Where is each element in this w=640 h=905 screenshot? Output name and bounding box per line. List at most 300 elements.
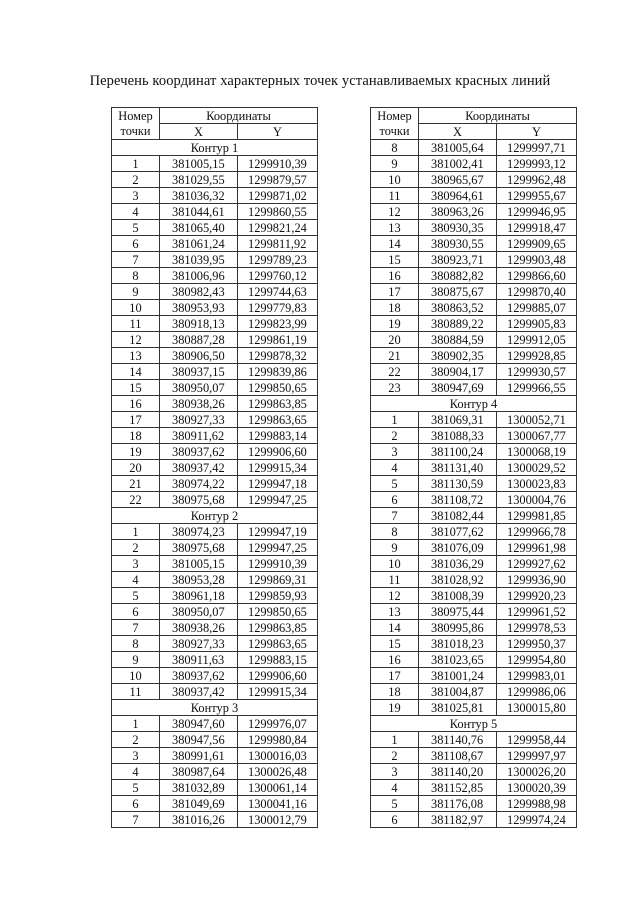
table-row [371, 572, 577, 588]
x-coordinate: 381130,59 [419, 476, 497, 492]
point-number: 7 [112, 252, 160, 268]
table-row [112, 684, 318, 700]
y-coordinate: 1300029,52 [497, 460, 577, 476]
point-number: 5 [112, 220, 160, 236]
x-coordinate: 381016,26 [160, 812, 238, 828]
x-coordinate: 381039,95 [160, 252, 238, 268]
point-number: 4 [112, 572, 160, 588]
y-coordinate: 1299974,24 [497, 812, 577, 828]
point-number: 1 [371, 732, 419, 748]
table-row [371, 620, 577, 636]
x-coordinate: 381049,69 [160, 796, 238, 812]
x-coordinate: 380963,26 [419, 204, 497, 220]
coordinates-table-left [111, 107, 318, 828]
x-coordinate: 380904,17 [419, 364, 497, 380]
point-number: 14 [371, 620, 419, 636]
x-coordinate: 381018,23 [419, 636, 497, 652]
point-number-header: Номер точки [112, 108, 160, 140]
y-coordinate: 1299981,85 [497, 508, 577, 524]
x-coordinate: 380902,35 [419, 348, 497, 364]
table-row [112, 188, 318, 204]
x-coordinate: 381182,97 [419, 812, 497, 828]
x-coordinate: 380911,62 [160, 428, 238, 444]
point-number: 1 [112, 156, 160, 172]
y-coordinate: 1299863,85 [238, 620, 318, 636]
x-coordinate: 380937,42 [160, 460, 238, 476]
x-coordinate: 380930,35 [419, 220, 497, 236]
x-coordinate: 380937,15 [160, 364, 238, 380]
table-row [371, 380, 577, 396]
point-number: 15 [371, 252, 419, 268]
point-number: 13 [371, 604, 419, 620]
point-number: 9 [371, 156, 419, 172]
point-number: 2 [371, 748, 419, 764]
coordinates-header: Координаты [419, 108, 577, 124]
point-number: 11 [371, 188, 419, 204]
table-row [371, 764, 577, 780]
table-row [371, 684, 577, 700]
y-coordinate: 1299860,55 [238, 204, 318, 220]
contour-label: Контур 1 [112, 140, 318, 156]
table-row [112, 172, 318, 188]
point-number: 6 [371, 812, 419, 828]
x-coordinate: 381100,24 [419, 444, 497, 460]
x-coordinate: 381061,24 [160, 236, 238, 252]
point-number: 10 [112, 300, 160, 316]
x-coordinate: 381140,76 [419, 732, 497, 748]
point-number: 3 [371, 444, 419, 460]
y-coordinate: 1300026,20 [497, 764, 577, 780]
point-number: 15 [112, 380, 160, 396]
y-coordinate: 1299966,78 [497, 524, 577, 540]
table-row [371, 540, 577, 556]
table-row [112, 364, 318, 380]
contour-label: Контур 5 [371, 716, 577, 732]
y-coordinate: 1299871,02 [238, 188, 318, 204]
x-coordinate: 380937,62 [160, 444, 238, 460]
table-row [112, 460, 318, 476]
table-row [371, 140, 577, 156]
point-number: 20 [371, 332, 419, 348]
x-coordinate: 380889,22 [419, 316, 497, 332]
point-number: 18 [371, 684, 419, 700]
point-number: 18 [112, 428, 160, 444]
y-coordinate: 1300023,83 [497, 476, 577, 492]
y-coordinate: 1299920,23 [497, 588, 577, 604]
table-row [112, 716, 318, 732]
y-header: Y [238, 124, 318, 140]
x-coordinate: 380923,71 [419, 252, 497, 268]
table-row [371, 556, 577, 572]
y-coordinate: 1299885,07 [497, 300, 577, 316]
table-row [112, 492, 318, 508]
table-row [371, 732, 577, 748]
x-coordinate: 380927,33 [160, 636, 238, 652]
y-coordinate: 1299839,86 [238, 364, 318, 380]
y-coordinate: 1300061,14 [238, 780, 318, 796]
x-header: X [419, 124, 497, 140]
contour-label: Контур 4 [371, 396, 577, 412]
y-coordinate: 1299903,48 [497, 252, 577, 268]
y-coordinate: 1299878,32 [238, 348, 318, 364]
point-number: 8 [112, 268, 160, 284]
y-coordinate: 1299861,19 [238, 332, 318, 348]
y-header: Y [497, 124, 577, 140]
y-coordinate: 1299997,71 [497, 140, 577, 156]
point-number: 4 [371, 460, 419, 476]
y-coordinate: 1299993,12 [497, 156, 577, 172]
table-row [371, 252, 577, 268]
y-coordinate: 1299863,85 [238, 396, 318, 412]
point-number: 11 [112, 316, 160, 332]
table-row [112, 588, 318, 604]
x-coordinate: 380975,68 [160, 492, 238, 508]
point-number: 19 [371, 700, 419, 716]
table-row [112, 652, 318, 668]
table-row [371, 492, 577, 508]
x-coordinate: 380961,18 [160, 588, 238, 604]
point-number: 3 [112, 188, 160, 204]
y-coordinate: 1299947,18 [238, 476, 318, 492]
point-number: 21 [112, 476, 160, 492]
x-coordinate: 380938,26 [160, 396, 238, 412]
table-row [112, 540, 318, 556]
table-row [112, 396, 318, 412]
point-number: 22 [371, 364, 419, 380]
x-coordinate: 380927,33 [160, 412, 238, 428]
x-coordinate: 380887,28 [160, 332, 238, 348]
y-coordinate: 1299870,40 [497, 284, 577, 300]
point-number: 8 [371, 140, 419, 156]
table-row [371, 412, 577, 428]
y-coordinate: 1299909,65 [497, 236, 577, 252]
point-number: 6 [112, 796, 160, 812]
y-coordinate: 1299918,47 [497, 220, 577, 236]
point-number: 9 [112, 652, 160, 668]
point-number: 11 [371, 572, 419, 588]
x-coordinate: 381140,20 [419, 764, 497, 780]
point-number: 6 [112, 604, 160, 620]
table-row [371, 316, 577, 332]
x-coordinate: 380987,64 [160, 764, 238, 780]
y-coordinate: 1299883,14 [238, 428, 318, 444]
point-number: 2 [112, 732, 160, 748]
x-coordinate: 380953,93 [160, 300, 238, 316]
contour-row [112, 508, 318, 524]
x-coordinate: 380882,82 [419, 268, 497, 284]
table-row [371, 524, 577, 540]
y-coordinate: 1300020,39 [497, 780, 577, 796]
table-row [371, 364, 577, 380]
table-row [112, 668, 318, 684]
point-number: 10 [371, 172, 419, 188]
y-coordinate: 1299905,83 [497, 316, 577, 332]
table-row [371, 604, 577, 620]
point-number: 10 [112, 668, 160, 684]
point-number: 5 [371, 476, 419, 492]
table-row [371, 172, 577, 188]
table-row [112, 572, 318, 588]
table-row [371, 236, 577, 252]
y-coordinate: 1299863,65 [238, 412, 318, 428]
point-number: 7 [112, 620, 160, 636]
y-coordinate: 1299936,90 [497, 572, 577, 588]
table-row [112, 764, 318, 780]
table-row [112, 732, 318, 748]
y-coordinate: 1299966,55 [497, 380, 577, 396]
x-coordinate: 380965,67 [419, 172, 497, 188]
y-coordinate: 1300015,80 [497, 700, 577, 716]
table-row [112, 220, 318, 236]
x-coordinate: 380875,67 [419, 284, 497, 300]
point-number: 1 [112, 524, 160, 540]
x-coordinate: 381108,67 [419, 748, 497, 764]
y-coordinate: 1300016,03 [238, 748, 318, 764]
point-number: 8 [112, 636, 160, 652]
y-coordinate: 1300052,71 [497, 412, 577, 428]
table-row [371, 204, 577, 220]
x-coordinate: 381176,08 [419, 796, 497, 812]
y-coordinate: 1299976,07 [238, 716, 318, 732]
y-coordinate: 1299947,25 [238, 540, 318, 556]
x-coordinate: 381082,44 [419, 508, 497, 524]
y-coordinate: 1300004,76 [497, 492, 577, 508]
x-coordinate: 381006,96 [160, 268, 238, 284]
point-number: 12 [371, 204, 419, 220]
point-number: 5 [112, 780, 160, 796]
point-number: 12 [112, 332, 160, 348]
y-coordinate: 1299915,34 [238, 460, 318, 476]
table-row [112, 748, 318, 764]
point-number: 13 [371, 220, 419, 236]
table-row [112, 796, 318, 812]
table-row [371, 428, 577, 444]
x-coordinate: 381131,40 [419, 460, 497, 476]
x-coordinate: 381002,41 [419, 156, 497, 172]
table-row [371, 812, 577, 828]
point-number: 5 [371, 796, 419, 812]
point-number: 6 [112, 236, 160, 252]
point-number: 2 [112, 172, 160, 188]
point-number: 17 [371, 284, 419, 300]
point-number: 1 [371, 412, 419, 428]
x-coordinate: 381036,32 [160, 188, 238, 204]
y-coordinate: 1300012,79 [238, 812, 318, 828]
contour-row [112, 700, 318, 716]
table-row [112, 204, 318, 220]
point-number: 19 [112, 444, 160, 460]
y-coordinate: 1299760,12 [238, 268, 318, 284]
point-number: 13 [112, 348, 160, 364]
x-coordinate: 381077,62 [419, 524, 497, 540]
point-number: 4 [371, 780, 419, 796]
table-row [112, 412, 318, 428]
y-coordinate: 1299906,60 [238, 444, 318, 460]
contour-row [371, 396, 577, 412]
x-coordinate: 381036,29 [419, 556, 497, 572]
x-coordinate: 381044,61 [160, 204, 238, 220]
table-row [371, 796, 577, 812]
x-header: X [160, 124, 238, 140]
x-coordinate: 380938,26 [160, 620, 238, 636]
table-row [371, 748, 577, 764]
x-coordinate: 380947,56 [160, 732, 238, 748]
point-number: 7 [371, 508, 419, 524]
coordinates-table-right [370, 107, 577, 828]
table-row [371, 156, 577, 172]
x-coordinate: 381025,81 [419, 700, 497, 716]
y-coordinate: 1299954,80 [497, 652, 577, 668]
point-number: 4 [112, 764, 160, 780]
y-coordinate: 1299961,52 [497, 604, 577, 620]
y-coordinate: 1300068,19 [497, 444, 577, 460]
x-coordinate: 381065,40 [160, 220, 238, 236]
table-row [112, 620, 318, 636]
y-coordinate: 1299961,98 [497, 540, 577, 556]
coordinates-header: Координаты [160, 108, 318, 124]
y-coordinate: 1299947,25 [238, 492, 318, 508]
x-coordinate: 380911,63 [160, 652, 238, 668]
y-coordinate: 1299930,57 [497, 364, 577, 380]
y-coordinate: 1299980,84 [238, 732, 318, 748]
point-number: 17 [371, 668, 419, 684]
x-coordinate: 380930,55 [419, 236, 497, 252]
table-row [112, 780, 318, 796]
table-row [112, 268, 318, 284]
contour-row [371, 716, 577, 732]
point-number-header: Номер точки [371, 108, 419, 140]
point-number: 23 [371, 380, 419, 396]
point-number: 22 [112, 492, 160, 508]
x-coordinate: 381005,64 [419, 140, 497, 156]
y-coordinate: 1299927,62 [497, 556, 577, 572]
x-coordinate: 380947,60 [160, 716, 238, 732]
x-coordinate: 380937,62 [160, 668, 238, 684]
table-row [112, 380, 318, 396]
point-number: 16 [371, 652, 419, 668]
table-row [112, 476, 318, 492]
x-coordinate: 380975,68 [160, 540, 238, 556]
point-number: 9 [371, 540, 419, 556]
x-coordinate: 380953,28 [160, 572, 238, 588]
y-coordinate: 1300026,48 [238, 764, 318, 780]
point-number: 3 [112, 748, 160, 764]
point-number: 2 [112, 540, 160, 556]
y-coordinate: 1299850,65 [238, 604, 318, 620]
table-row [371, 348, 577, 364]
point-number: 17 [112, 412, 160, 428]
point-number: 3 [371, 764, 419, 780]
table-row [112, 300, 318, 316]
x-coordinate: 380995,86 [419, 620, 497, 636]
y-coordinate: 1299910,39 [238, 556, 318, 572]
y-coordinate: 1299912,05 [497, 332, 577, 348]
y-coordinate: 1299928,85 [497, 348, 577, 364]
y-coordinate: 1299744,63 [238, 284, 318, 300]
contour-label: Контур 2 [112, 508, 318, 524]
y-coordinate: 1299789,23 [238, 252, 318, 268]
table-row [371, 284, 577, 300]
table-row [112, 236, 318, 252]
x-coordinate: 380950,07 [160, 380, 238, 396]
table-row [371, 780, 577, 796]
y-coordinate: 1299779,83 [238, 300, 318, 316]
point-number: 4 [112, 204, 160, 220]
contour-label: Контур 3 [112, 700, 318, 716]
table-row [112, 156, 318, 172]
table-row [371, 268, 577, 284]
y-coordinate: 1300067,77 [497, 428, 577, 444]
point-number: 14 [112, 364, 160, 380]
table-row [371, 588, 577, 604]
x-coordinate: 381029,55 [160, 172, 238, 188]
table-row [112, 604, 318, 620]
y-coordinate: 1299869,31 [238, 572, 318, 588]
table-row [112, 444, 318, 460]
y-coordinate: 1299986,06 [497, 684, 577, 700]
x-coordinate: 381069,31 [419, 412, 497, 428]
point-number: 14 [371, 236, 419, 252]
point-number: 19 [371, 316, 419, 332]
y-coordinate: 1299821,24 [238, 220, 318, 236]
point-number: 3 [112, 556, 160, 572]
x-coordinate: 381023,65 [419, 652, 497, 668]
point-number: 6 [371, 492, 419, 508]
x-coordinate: 381028,92 [419, 572, 497, 588]
table-row [371, 332, 577, 348]
x-coordinate: 380918,13 [160, 316, 238, 332]
x-coordinate: 380991,61 [160, 748, 238, 764]
x-coordinate: 381005,15 [160, 156, 238, 172]
table-row [112, 556, 318, 572]
x-coordinate: 380863,52 [419, 300, 497, 316]
table-row [371, 444, 577, 460]
point-number: 8 [371, 524, 419, 540]
point-number: 16 [112, 396, 160, 412]
y-coordinate: 1299879,57 [238, 172, 318, 188]
x-coordinate: 380982,43 [160, 284, 238, 300]
x-coordinate: 380974,23 [160, 524, 238, 540]
y-coordinate: 1299863,65 [238, 636, 318, 652]
y-coordinate: 1300041,16 [238, 796, 318, 812]
table-row [371, 476, 577, 492]
y-coordinate: 1299962,48 [497, 172, 577, 188]
point-number: 9 [112, 284, 160, 300]
y-coordinate: 1299811,92 [238, 236, 318, 252]
table-row [371, 668, 577, 684]
table-row [371, 652, 577, 668]
table-row [371, 460, 577, 476]
point-number: 20 [112, 460, 160, 476]
point-number: 5 [112, 588, 160, 604]
x-coordinate: 380950,07 [160, 604, 238, 620]
point-number: 12 [371, 588, 419, 604]
y-coordinate: 1299978,53 [497, 620, 577, 636]
x-coordinate: 381076,09 [419, 540, 497, 556]
x-coordinate: 381005,15 [160, 556, 238, 572]
table-row [112, 524, 318, 540]
table-row [112, 348, 318, 364]
x-coordinate: 380937,42 [160, 684, 238, 700]
y-coordinate: 1299910,39 [238, 156, 318, 172]
y-coordinate: 1299988,98 [497, 796, 577, 812]
y-coordinate: 1299883,15 [238, 652, 318, 668]
y-coordinate: 1299915,34 [238, 684, 318, 700]
y-coordinate: 1299983,01 [497, 668, 577, 684]
table-row [371, 188, 577, 204]
y-coordinate: 1299958,44 [497, 732, 577, 748]
x-coordinate: 380974,22 [160, 476, 238, 492]
